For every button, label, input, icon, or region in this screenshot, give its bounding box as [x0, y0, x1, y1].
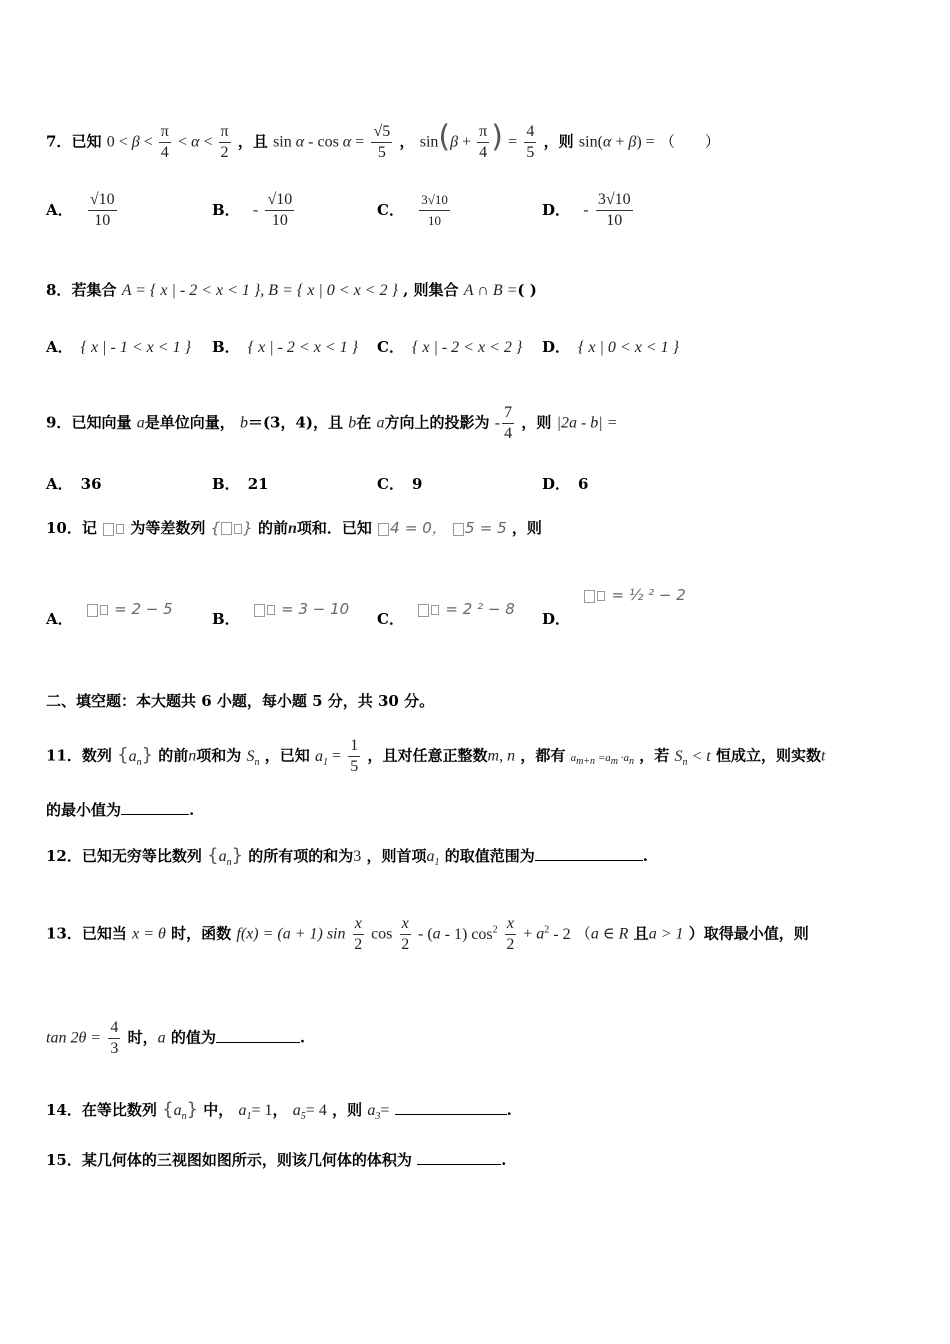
- answer-blank[interactable]: [417, 1150, 501, 1165]
- q13-stem: 13．已知当 x = θ 时，函数 f(x) = (a + 1) sin $\frac{x}{2}$ cos $\frac{x}{2}$ - (a - 1) $\cos^2$ $\frac{x}{2}$ + $a^2 - 2$ （a ∈ R 且a > 1 ）取得最小值，则: [46, 915, 809, 953]
- q8-option-c[interactable]: C． { x | - 2 < x < 2 }: [377, 338, 523, 356]
- missing-glyph-icon: [116, 524, 124, 534]
- missing-glyph-icon: [221, 522, 232, 535]
- q8-option-a[interactable]: A． { x | - 1 < x < 1 }: [46, 338, 191, 356]
- q8-option-b[interactable]: B． { x | - 2 < x < 1 }: [212, 338, 359, 356]
- answer-blank[interactable]: [121, 800, 189, 815]
- missing-glyph-icon: [100, 605, 108, 615]
- missing-glyph-icon: [378, 523, 389, 536]
- missing-glyph-icon: [418, 604, 429, 617]
- q10-option-c[interactable]: C． = 2 ² − 8: [377, 600, 515, 628]
- q11-stem: 11．数列 $\{a_n\}$ 的前n项和为 $S_n$ ，已知 $a_1$ = $\frac{1}{5}$ ，且对任意正整数m, n ，都有 am+n =am ·an ，若 $S_n < t$ 恒成立，则实数t: [46, 737, 826, 775]
- q12-stem: 12．已知无穷等比数列 $\{a_n\}$ 的所有项的和为3 ，则首项$a_1$ 的取值范围为 .: [46, 845, 649, 869]
- missing-glyph-icon: [254, 604, 265, 617]
- q10-stem: 10．记 为等差数列 { } 的前n项和．已知 4 = 0， 5 = 5 ，则: [46, 519, 542, 537]
- q7-option-a[interactable]: A． $\frac{√10}{10}$: [46, 191, 115, 229]
- answer-blank[interactable]: [216, 1028, 300, 1043]
- q14-stem: 14．在等比数列 $\{a_n\}$ 中， $a_1= 1$， $a_5= 4$ ，则 $a_3=$ .: [46, 1099, 512, 1123]
- q8-stem: 8．若集合 A = { x | - 2 < x < 1 }, B = { x | 0 < x < 2 } , 则集合 A ∩ B =( ): [46, 281, 537, 299]
- answer-blank[interactable]: [395, 1100, 507, 1115]
- q7-option-b[interactable]: B． - $\frac{√10}{10}$: [212, 191, 293, 229]
- q11-stem-cont: 的最小值为 .: [46, 801, 195, 819]
- q9-option-a[interactable]: A． 36: [46, 475, 102, 493]
- missing-glyph-icon: [597, 591, 605, 601]
- q8-option-d[interactable]: D． { x | 0 < x < 1 }: [542, 338, 680, 356]
- q10-option-b[interactable]: B． = 3 − 10: [212, 600, 350, 628]
- answer-blank[interactable]: [535, 846, 643, 861]
- q9-option-d[interactable]: D． 6: [542, 475, 589, 493]
- q9-stem: 9．已知向量 a是单位向量， b＝(3，4)，且 b在 a方向上的投影为 - $\frac{7}{4}$ ，则 |2a - b| =: [46, 404, 618, 442]
- missing-glyph-icon: [87, 604, 98, 617]
- q10-option-a[interactable]: A． = 2 − 5: [46, 600, 173, 628]
- q9-option-c[interactable]: C． 9: [377, 475, 423, 493]
- missing-glyph-icon: [103, 523, 114, 536]
- missing-glyph-icon: [431, 605, 439, 615]
- q7-option-d[interactable]: D． - $\frac{3√10}{10}$: [542, 191, 631, 229]
- q9-option-b[interactable]: B． 21: [212, 475, 269, 493]
- missing-glyph-icon: [267, 605, 275, 615]
- missing-glyph-icon: [453, 523, 464, 536]
- q10-option-d[interactable]: D． = ½ ² − 2: [542, 586, 686, 628]
- q7-option-c[interactable]: C． $\frac{3√10}{10}$: [377, 192, 448, 228]
- missing-glyph-icon: [584, 590, 595, 603]
- q13-stem-cont: tan 2θ = $\frac{4}{3}$ 时，a 的值为 .: [46, 1019, 306, 1057]
- missing-glyph-icon: [234, 524, 242, 534]
- q7-stem: 7．已知 0 < β < $\frac{\pi}{4}$ < α < $\frac{\pi}{2}$ ，且 sin α - cos α = $\frac{√5}{5}$ ， sin(β + $\frac{\pi}{4}$ ) = $\frac{4}{5}$ ，则 sin(α + β) = （ ）: [46, 119, 720, 161]
- q15-stem: 15．某几何体的三视图如图所示，则该几何体的体积为 .: [46, 1151, 507, 1169]
- section-heading: 二、填空题：本大题共 6 小题，每小题 5 分，共 30 分。: [46, 692, 435, 710]
